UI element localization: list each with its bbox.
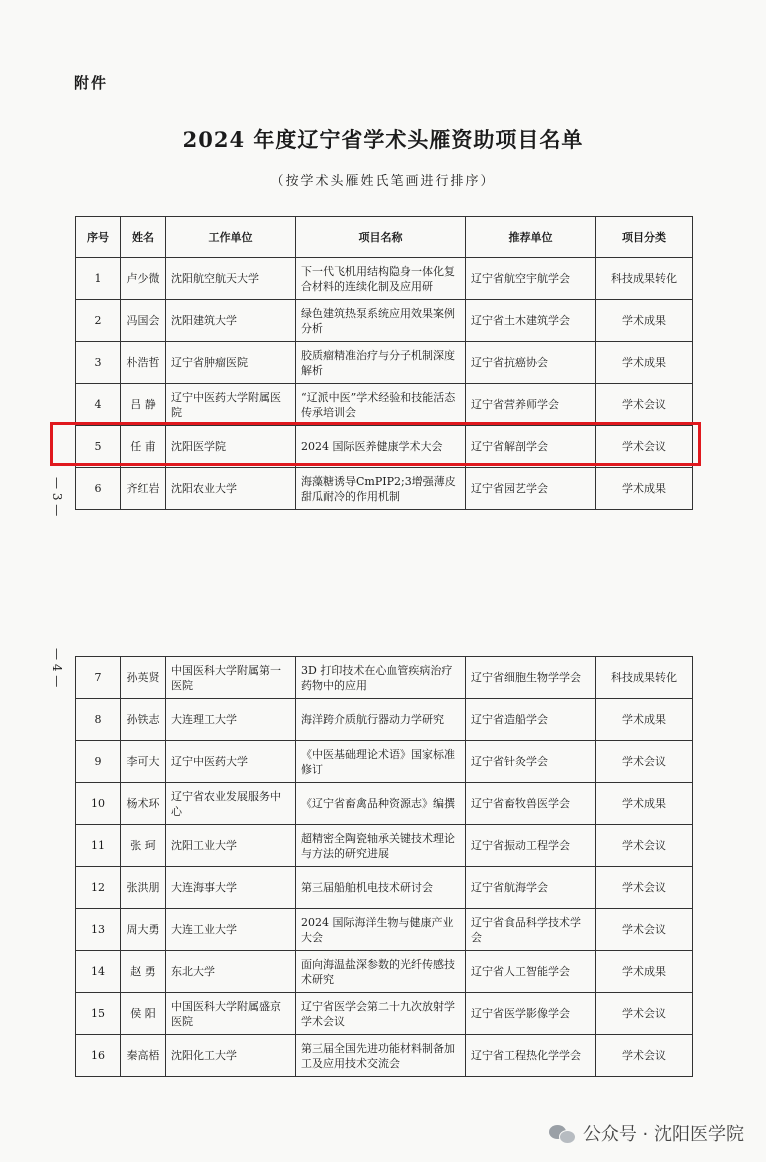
- cell-name: 朴浩哲: [121, 342, 166, 384]
- cell-name: 李可大: [121, 741, 166, 783]
- table-header-row: [76, 217, 693, 258]
- cell-project: 绿色建筑热泵系统应用效果案例分析: [296, 300, 466, 342]
- cell-category: 学术成果: [596, 783, 693, 825]
- cell-recommender: 辽宁省针灸学会: [466, 741, 596, 783]
- cell-recommender: 辽宁省工程热化学学会: [466, 1035, 596, 1077]
- cell-index: 11: [76, 825, 121, 867]
- cell-recommender: 辽宁省人工智能学会: [466, 951, 596, 993]
- table-row: [76, 783, 693, 825]
- cell-index: 13: [76, 909, 121, 951]
- cell-recommender: 辽宁省航海学会: [466, 867, 596, 909]
- cell-name: 张 珂: [121, 825, 166, 867]
- cell-name: 周大勇: [121, 909, 166, 951]
- table-row: [76, 699, 693, 741]
- col-header-index: 序号: [76, 217, 121, 258]
- cell-project: 第三届全国先进功能材料制备加工及应用技术交流会: [296, 1035, 466, 1077]
- cell-category: 科技成果转化: [596, 657, 693, 699]
- table-row: [76, 825, 693, 867]
- cell-unit: 中国医科大学附属第一医院: [166, 657, 296, 699]
- cell-unit: 大连工业大学: [166, 909, 296, 951]
- cell-unit: 东北大学: [166, 951, 296, 993]
- cell-unit: 沈阳建筑大学: [166, 300, 296, 342]
- table-row: [76, 867, 693, 909]
- col-header-recommender: 推荐单位: [466, 217, 596, 258]
- cell-category: 学术会议: [596, 1035, 693, 1077]
- cell-recommender: 辽宁省营养师学会: [466, 384, 596, 426]
- cell-recommender: 辽宁省航空宇航学会: [466, 258, 596, 300]
- cell-recommender: 辽宁省造船学会: [466, 699, 596, 741]
- cell-project: 辽宁省医学会第二十九次放射学学术会议: [296, 993, 466, 1035]
- cell-index: 1: [76, 258, 121, 300]
- watermark-text: 公众号 · 沈阳医学院: [582, 1124, 744, 1145]
- cell-unit: 沈阳农业大学: [166, 468, 296, 510]
- cell-project: 《中医基础理论术语》国家标准修订: [296, 741, 466, 783]
- cell-recommender: 辽宁省食品科学技术学会: [466, 909, 596, 951]
- cell-category: 学术成果: [596, 468, 693, 510]
- cell-index: 15: [76, 993, 121, 1035]
- cell-unit: 辽宁中医药大学: [166, 741, 296, 783]
- cell-index: 3: [76, 342, 121, 384]
- cell-recommender: 辽宁省园艺学会: [466, 468, 596, 510]
- cell-unit: 沈阳航空航天大学: [166, 258, 296, 300]
- cell-index: 9: [76, 741, 121, 783]
- project-table-part2: [75, 656, 693, 1077]
- col-header-unit: 工作单位: [166, 217, 296, 258]
- cell-recommender: 辽宁省振动工程学会: [466, 825, 596, 867]
- cell-unit: 辽宁中医药大学附属医院: [166, 384, 296, 426]
- cell-index: 14: [76, 951, 121, 993]
- cell-index: 6: [76, 468, 121, 510]
- cell-category: 学术会议: [596, 426, 693, 468]
- cell-name: 孙英贤: [121, 657, 166, 699]
- cell-category: 学术会议: [596, 993, 693, 1035]
- table-row: [76, 951, 693, 993]
- cell-category: 学术会议: [596, 825, 693, 867]
- cell-name: 吕 静: [121, 384, 166, 426]
- cell-recommender: 辽宁省抗癌协会: [466, 342, 596, 384]
- cell-project: 2024 国际海洋生物与健康产业大会: [296, 909, 466, 951]
- cell-category: 学术成果: [596, 342, 693, 384]
- page-number-3: — 3 —: [50, 477, 64, 517]
- table-row: [76, 741, 693, 783]
- table-row: [76, 384, 693, 426]
- cell-category: 学术会议: [596, 867, 693, 909]
- cell-project: 第三届船舶机电技术研讨会: [296, 867, 466, 909]
- cell-index: 5: [76, 426, 121, 468]
- cell-unit: 沈阳化工大学: [166, 1035, 296, 1077]
- cell-recommender: 辽宁省畜牧兽医学会: [466, 783, 596, 825]
- cell-category: 学术会议: [596, 909, 693, 951]
- attachment-label: 附件: [74, 74, 109, 92]
- cell-category: 科技成果转化: [596, 258, 693, 300]
- cell-name: 齐红岩: [121, 468, 166, 510]
- cell-index: 2: [76, 300, 121, 342]
- cell-index: 16: [76, 1035, 121, 1077]
- cell-project: 《辽宁省畜禽品种资源志》编撰: [296, 783, 466, 825]
- cell-index: 8: [76, 699, 121, 741]
- cell-name: 秦高梧: [121, 1035, 166, 1077]
- cell-name: 任 甫: [121, 426, 166, 468]
- cell-name: 冯国会: [121, 300, 166, 342]
- cell-unit: 辽宁省农业发展服务中心: [166, 783, 296, 825]
- cell-category: 学术会议: [596, 384, 693, 426]
- watermark: [549, 1120, 744, 1146]
- table-row: [76, 1035, 693, 1077]
- cell-index: 10: [76, 783, 121, 825]
- col-header-name: 姓名: [121, 217, 166, 258]
- cell-recommender: 辽宁省医学影像学会: [466, 993, 596, 1035]
- cell-name: 张洪朋: [121, 867, 166, 909]
- cell-category: 学术成果: [596, 951, 693, 993]
- cell-name: 杨术环: [121, 783, 166, 825]
- cell-recommender: 辽宁省土木建筑学会: [466, 300, 596, 342]
- cell-category: 学术成果: [596, 300, 693, 342]
- col-header-category: 项目分类: [596, 217, 693, 258]
- page-number-4: — 4 —: [50, 648, 64, 688]
- cell-name: 赵 勇: [121, 951, 166, 993]
- cell-unit: 辽宁省肿瘤医院: [166, 342, 296, 384]
- table-row: [76, 657, 693, 699]
- cell-name: 孙铁志: [121, 699, 166, 741]
- cell-unit: 中国医科大学附属盛京医院: [166, 993, 296, 1035]
- cell-unit: 大连理工大学: [166, 699, 296, 741]
- cell-index: 7: [76, 657, 121, 699]
- page-title: 2024 年度辽宁省学术头雁资助项目名单: [182, 127, 584, 152]
- cell-project: 面向海温盐深参数的光纤传感技术研究: [296, 951, 466, 993]
- cell-project: 海洋跨介质航行器动力学研究: [296, 699, 466, 741]
- cell-category: 学术成果: [596, 699, 693, 741]
- col-header-project: 项目名称: [296, 217, 466, 258]
- cell-unit: 沈阳工业大学: [166, 825, 296, 867]
- cell-project: 下一代飞机用结构隐身一体化复合材料的连续化制及应用研: [296, 258, 466, 300]
- cell-project: 海藻糖诱导CmPIP2;3增强薄皮甜瓜耐冷的作用机制: [296, 468, 466, 510]
- cell-project: 3D 打印技术在心血管疾病治疗药物中的应用: [296, 657, 466, 699]
- table-row: [76, 468, 693, 510]
- cell-index: 12: [76, 867, 121, 909]
- table-row: [76, 258, 693, 300]
- cell-name: 卢少微: [121, 258, 166, 300]
- cell-category: 学术会议: [596, 741, 693, 783]
- cell-recommender: 辽宁省解剖学会: [466, 426, 596, 468]
- cell-project: 超精密全陶瓷轴承关键技术理论与方法的研究进展: [296, 825, 466, 867]
- cell-unit: 沈阳医学院: [166, 426, 296, 468]
- page-subtitle: （按学术头雁姓氏笔画进行排序）: [270, 174, 496, 189]
- table-row: [76, 909, 693, 951]
- cell-name: 侯 阳: [121, 993, 166, 1035]
- cell-project: 胶质瘤精准治疗与分子机制深度解析: [296, 342, 466, 384]
- highlight-box: [50, 422, 701, 466]
- table-row: [76, 993, 693, 1035]
- cell-recommender: 辽宁省细胞生物学学会: [466, 657, 596, 699]
- table-row: [76, 300, 693, 342]
- table-row: [76, 342, 693, 384]
- cell-project: 2024 国际医养健康学术大会: [296, 426, 466, 468]
- cell-index: 4: [76, 384, 121, 426]
- wechat-icon: [549, 1123, 577, 1143]
- cell-unit: 大连海事大学: [166, 867, 296, 909]
- cell-project: “辽派中医”学术经验和技能活态传承培训会: [296, 384, 466, 426]
